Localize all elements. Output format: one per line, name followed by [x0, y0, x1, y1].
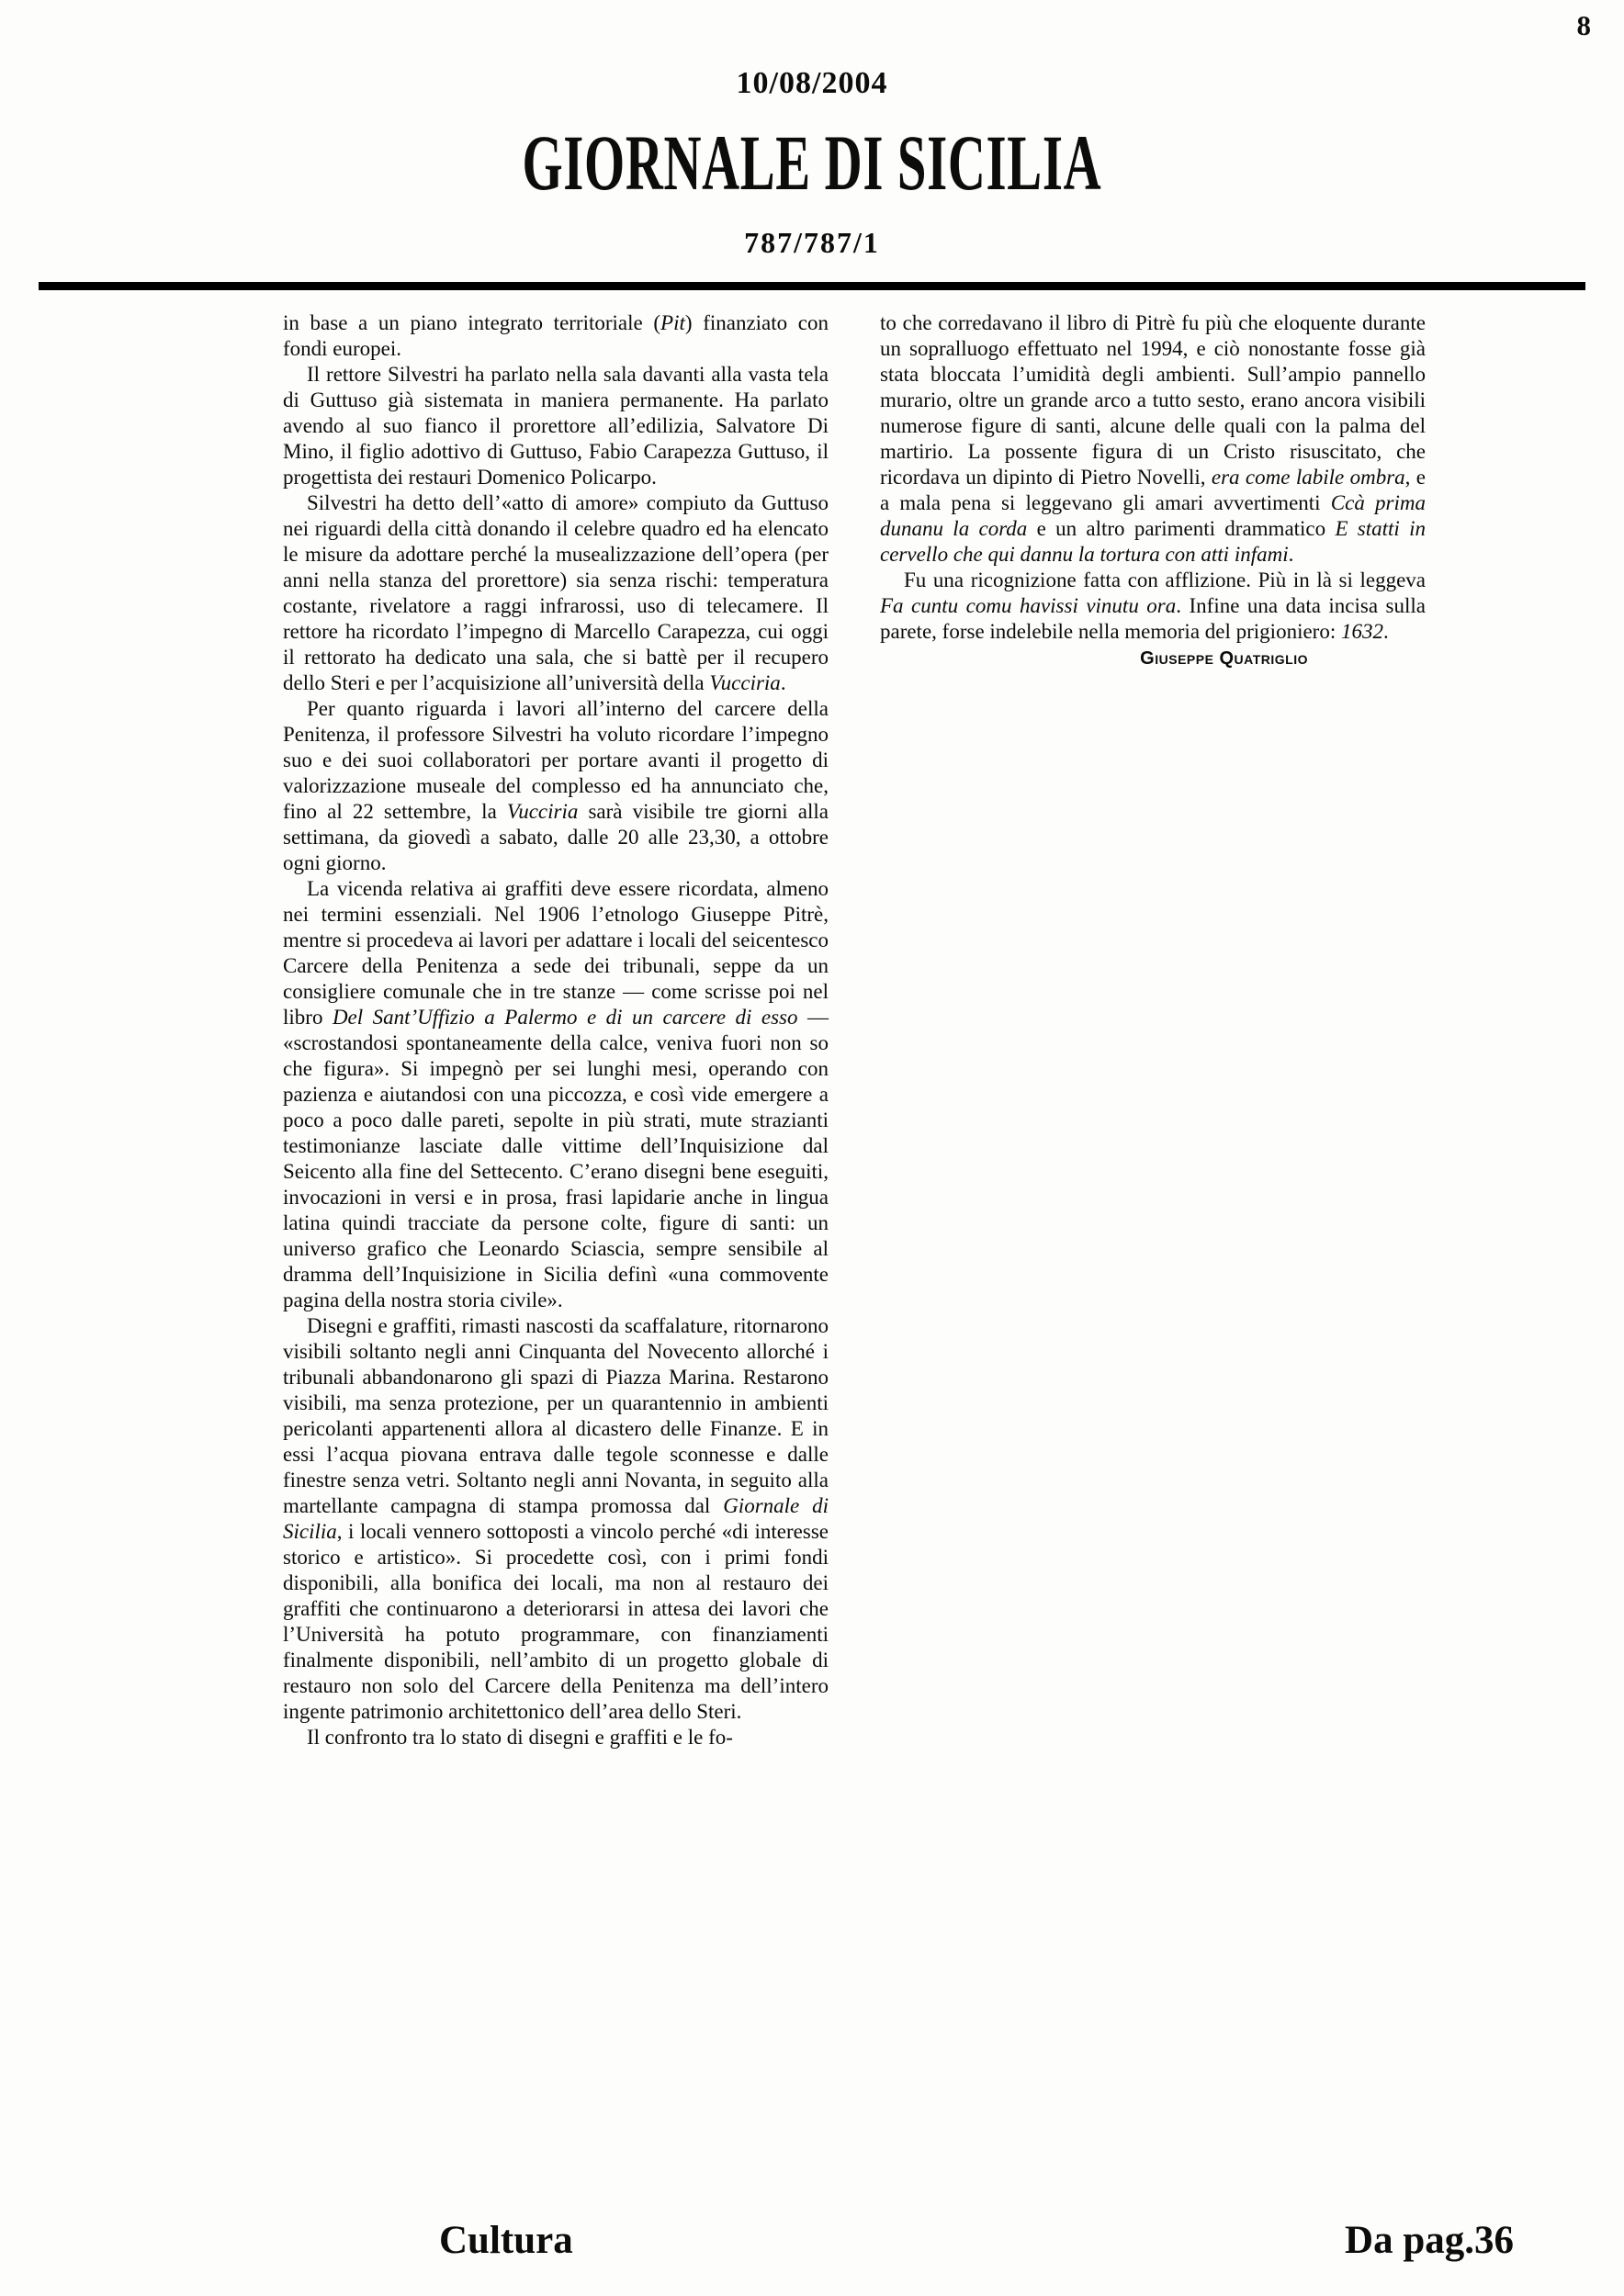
italic-text-segment: Ccà prima dunanu la corda [880, 491, 1426, 540]
italic-text-segment: E statti in cervello che qui dannu la tortura con atti infami [880, 517, 1426, 566]
text-segment: to che corredavano il libro di Pitrè fu più che eloquente durante un sopralluogo effettuato nel 1994, e ciò nonostante fosse già stata bloccata l’umidità degli ambienti. Sull’ampio pannello murario, oltre un grande arco a tutto sesto, erano ancora visibili numerose figure di santi, alcune delle quali con la palma del martirio. La possente figura di un Cristo risuscitato, che ricordava un dipinto di Pietro Novelli, [880, 311, 1426, 489]
text-segment: — «scrostandosi spontaneamente della calce, veniva fuori non so che figura». Si impegnò per sei lunghi mesi, operando con pazienza e aiutandosi con una piccozza, e così vide emergere a poco a poco dalle pareti, sepolte in più strati, mute strazianti testimonianze lasciate dalle vittime dell’Inquisizione dal Seicento alla fine del Settecento. C’erano disegni bene eseguiti, invocazioni in versi e in prosa, frasi lapidarie anche in lingua latina quindi tracciate da persone colte, figure di santi: un universo grafico che Leonardo Sciascia, sempre sensibile al dramma dell’Inquisizione in Sicilia definì «una commovente pagina della nostra storia civile». [283, 1006, 829, 1311]
article-paragraph [283, 876, 829, 1313]
italic-text-segment: Del Sant’Uffizio a Palermo e di un carcere di esso [332, 1006, 798, 1029]
header-rule [39, 282, 1585, 290]
article-column-left [283, 310, 829, 1750]
article-paragraph [283, 1725, 829, 1750]
article-paragraph [283, 696, 829, 876]
text-segment: , e a mala pena si leggevano gli amari avvertimenti [880, 466, 1426, 514]
italic-text-segment: Giornale di Sicilia [283, 1494, 829, 1543]
footer-page-reference: Da pag.36 [1345, 2219, 1514, 2262]
italic-text-segment: Fa cuntu comu havissi vinutu ora [880, 594, 1177, 617]
italic-text-segment: era come labile ombra [1211, 466, 1405, 489]
text-segment: Il rettore Silvestri ha parlato nella sala davanti alla vasta tela di Guttuso già sistemata in maniera permanente. Ha parlato avendo al suo fianco il prorettore all’edilizia, Salvatore Di Mino, il figlio adottivo di Guttuso, Fabio Carapezza Guttuso, il progettista dei restauri Domenico Policarpo. [283, 363, 829, 489]
italic-text-segment: 1632 [1340, 620, 1383, 643]
text-segment: sarà visibile tre giorni alla settimana, da giovedì a sabato, dalle 20 alle 23,30, a ottobre ogni giorno. [283, 800, 829, 874]
byline: Giuseppe Quatriglio [1140, 648, 1308, 669]
column-right-paragraphs [880, 310, 1426, 645]
text-segment: Il confronto tra lo stato di disegni e graffiti e le fo- [307, 1726, 733, 1749]
footer-section-label: Cultura [439, 2219, 573, 2262]
text-segment: ) finanziato con fondi europei. [283, 311, 829, 360]
text-segment: in base a un piano integrato territoriale ( [283, 311, 661, 334]
text-segment: Silvestri ha detto dell’«atto di amore» compiuto da Guttuso nei riguardi della città donando il celebre quadro ed ha elencato le misure da adottare perché la musealizzazione dell’opera (per anni nella stanza del prorettore) sia senza rischi: temperatura costante, rivelatore a raggi infrarossi, uso di telecamere. Il rettore ha ricordato l’impegno di Marcello Carapezza, cui oggi il rettorato ha dedicato una sala, che si battè per il recupero dello Steri e per l’acquisizione all’università della [283, 491, 829, 694]
masthead-title: GIORNALE DI SICILIA [522, 118, 1102, 207]
text-segment: Fu una ricognizione fatta con afflizione. Più in là si leggeva [904, 568, 1426, 591]
article-body [283, 310, 1426, 1750]
article-paragraph [880, 568, 1426, 645]
article-paragraph [283, 1313, 829, 1725]
italic-text-segment: Pit [660, 311, 685, 334]
text-segment: Disegni e graffiti, rimasti nascosti da scaffalature, ritornarono visibili soltanto negli anni Cinquanta del Novecento allorché i tribunali abbandonarono gli spazi di Piazza Marina. Restarono visibili, ma senza protezione, per un quarantennio in ambienti pericolanti appartenenti allora al dicastero delle Finanze. E in essi l’acqua piovana entrava dalle tegole sconnesse e dalle finestre senza vetri. Soltanto negli anni Novanta, in seguito alla martellante campagna di stampa promossa dal [283, 1314, 829, 1517]
text-segment: , i locali vennero sottoposti a vincolo perché «di interesse storico e artistico». Si procedette così, con i primi fondi disponibili, alla bonifica dei locali, ma non al restauro dei graffiti che continuarono a deteriorarsi in attesa dei lavori che l’Università ha potuto programmare, con finanziamenti finalmente disponibili, nell’ambito di un progetto globale di restauro non solo del Carcere della Penitenza ma dell’intero ingente patrimonio architettonico dell’area dello Steri. [283, 1520, 829, 1723]
article-paragraph [283, 310, 829, 362]
newspaper-header [0, 0, 1624, 260]
text-segment: . [1382, 620, 1389, 643]
page-number: 8 [1576, 9, 1591, 41]
article-paragraph [283, 490, 829, 696]
text-segment: . Infine una data incisa sulla parete, forse indelebile nella memoria del prigioniero: [880, 594, 1426, 643]
italic-text-segment: Vucciria [506, 800, 579, 823]
text-segment: La vicenda relativa ai graffiti deve essere ricordata, almeno nei termini essenziali. Nel 1906 l’etnologo Giuseppe Pitrè, mentre si procedeva ai lavori per adattare i locali del seicentesco Carcere della Penitenza a sede dei tribunali, seppe da un consigliere comunale che in tre stanze — come scrisse poi nel libro [283, 877, 829, 1029]
text-segment: . [780, 671, 786, 694]
article-paragraph [283, 362, 829, 490]
edition-code: 787/787/1 [744, 226, 880, 259]
column-left-paragraphs [283, 310, 829, 1750]
issue-date: 10/08/2004 [736, 66, 888, 100]
article-column-right [880, 310, 1426, 1750]
text-segment: e un altro parimenti drammatico [1027, 517, 1336, 540]
italic-text-segment: Vucciria [709, 671, 781, 694]
article-paragraph [880, 310, 1426, 568]
masthead [0, 118, 1624, 207]
text-segment: . [1288, 543, 1294, 566]
text-segment: Per quanto riguarda i lavori all’interno del carcere della Penitenza, il professore Silvestri ha voluto ricordare l’impegno suo e dei suoi collaboratori per portare avanti il progetto di valorizzazione museale del complesso ed ha annunciato che, fino al 22 settembre, la [283, 697, 829, 823]
